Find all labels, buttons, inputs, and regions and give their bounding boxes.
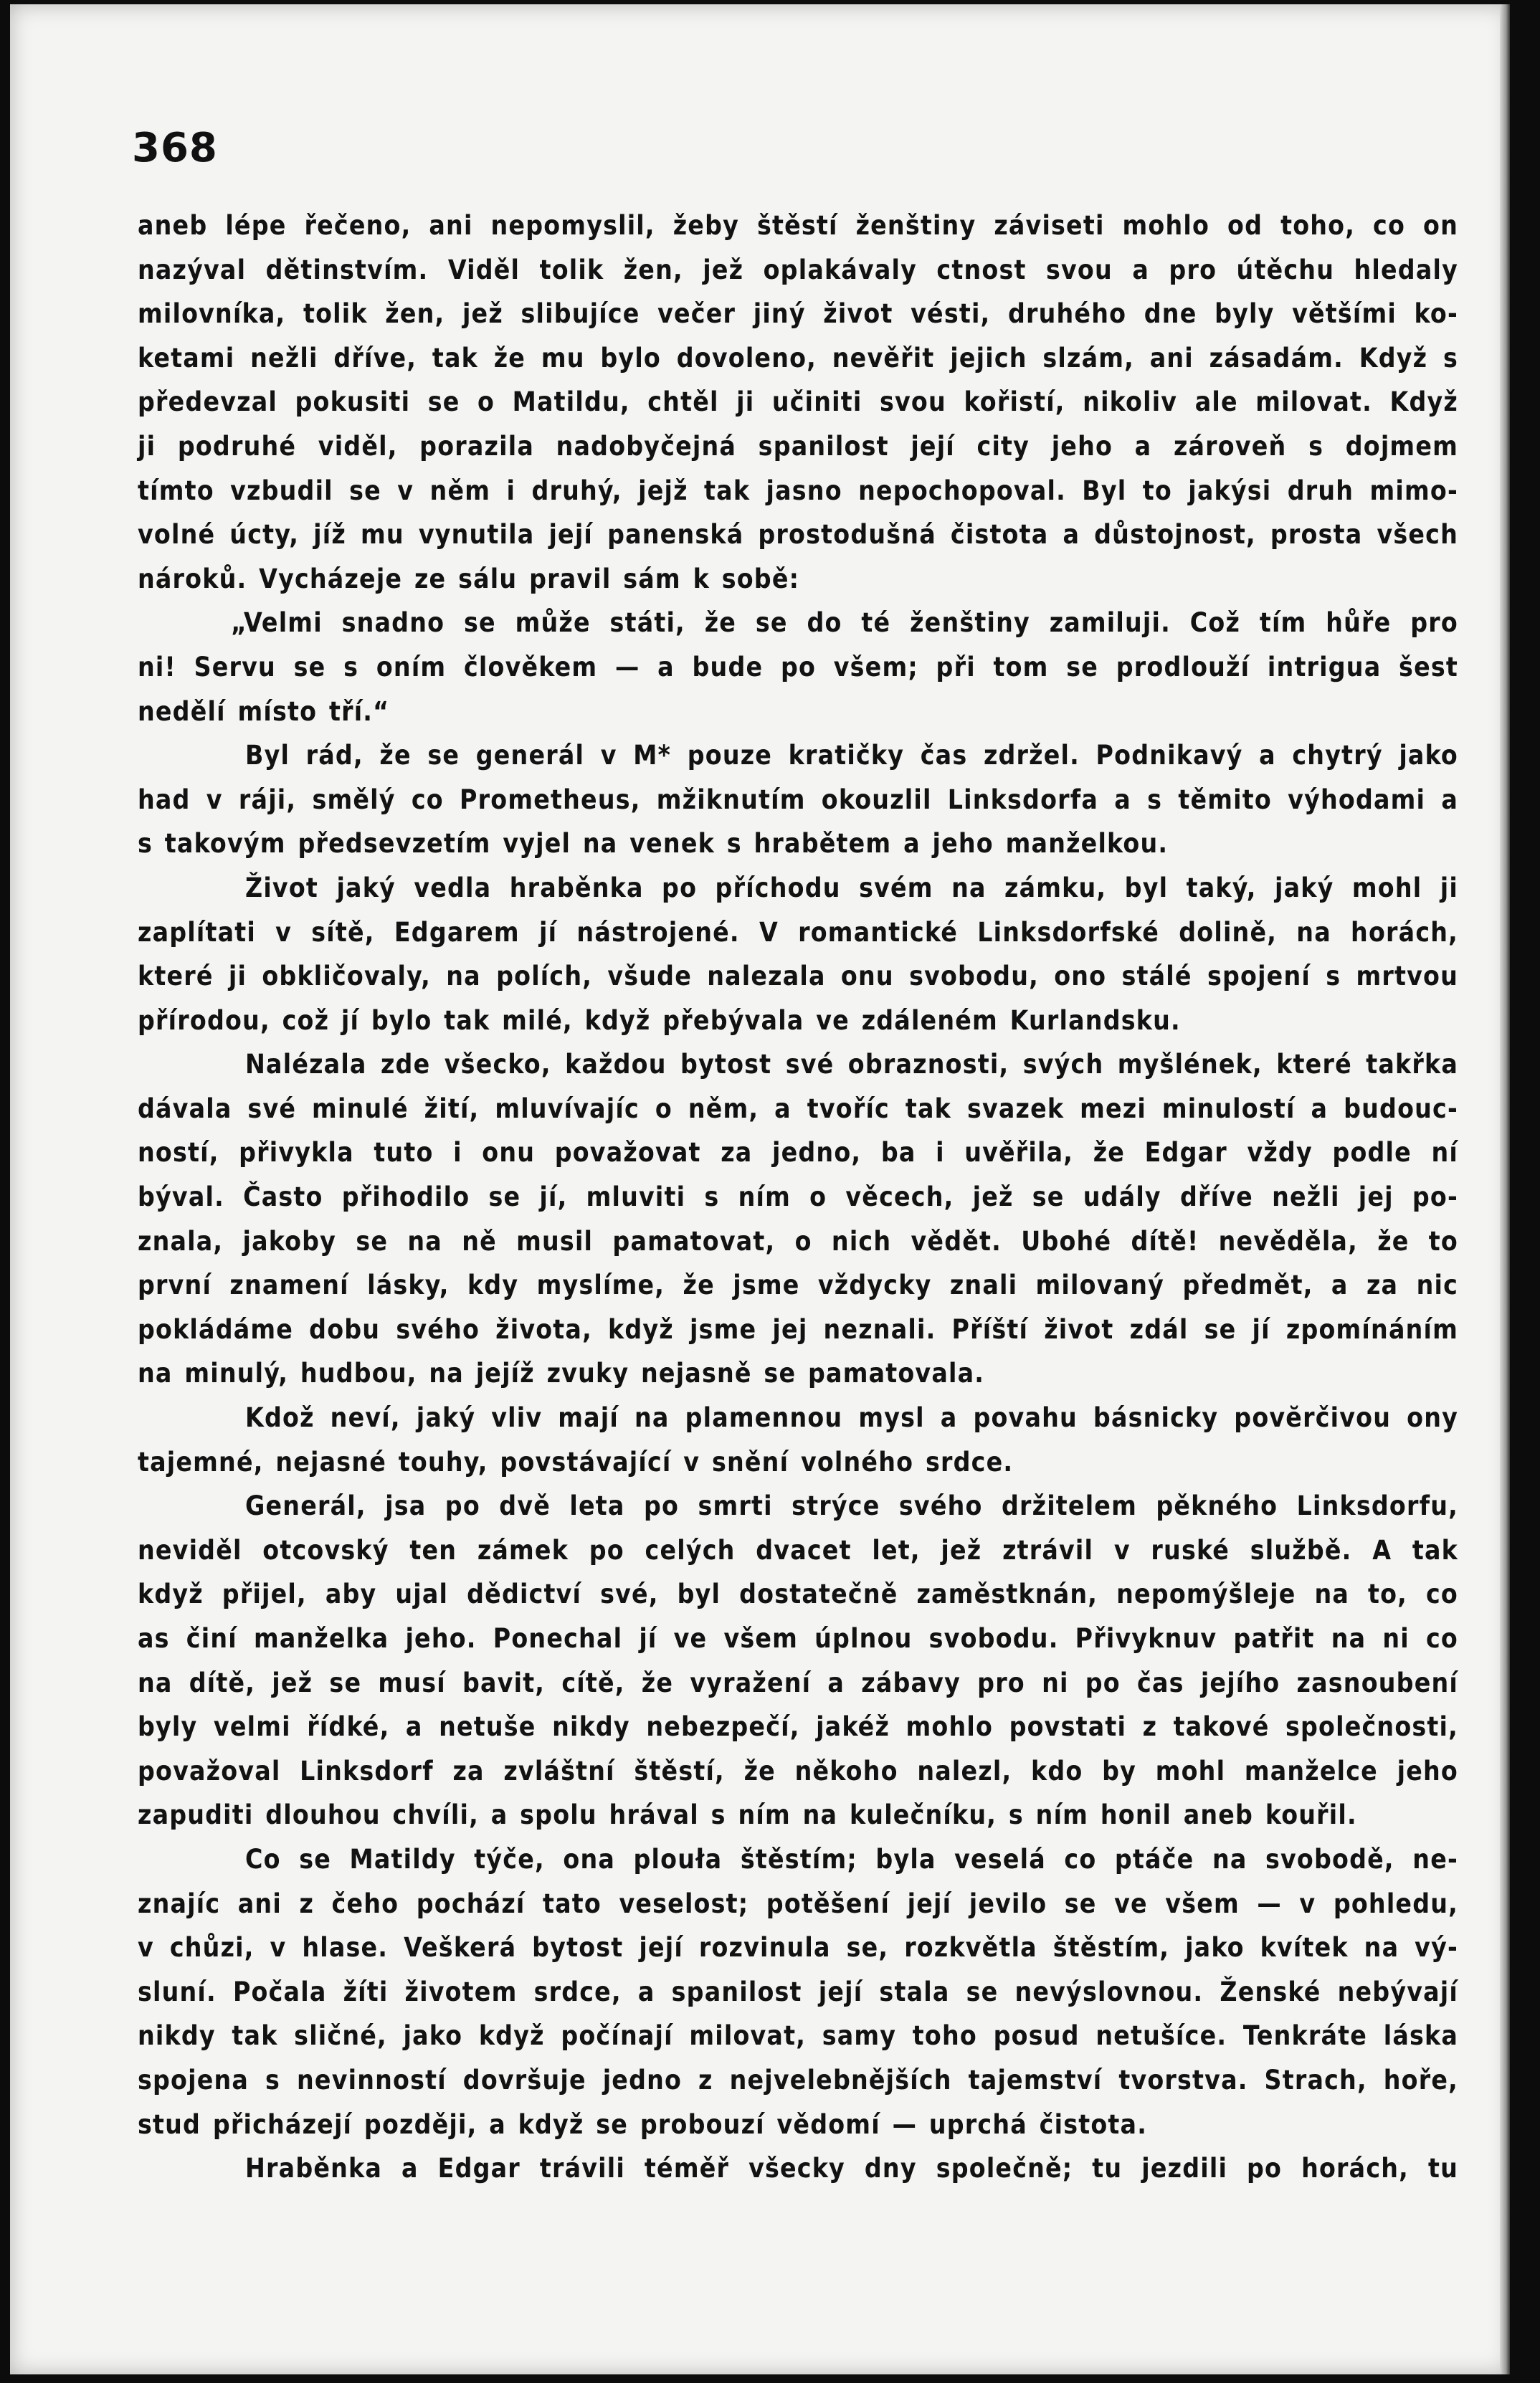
text-line: „Velmi snadno se může státi, že se do té ženštiny zamiluji. Což tím hůře pro [231, 607, 1458, 639]
text-line: Byl rád, že se generál v M* pouze kratičky čas zdržel. Podnikavý a chytrý jako [245, 740, 1458, 771]
text-line: neviděl otcovský ten zámek po celých dvacet let, jež ztrávil v ruské službě. A tak [138, 1534, 1458, 1566]
text-line: nedělí místo tří.“ [138, 695, 390, 727]
text-line: když přijel, aby ujal dědictví své, byl dostatečně zaměstknán, nepomýšleje na to, co [138, 1579, 1458, 1610]
text-line: Život jaký vedla hraběnka po příchodu svém na zámku, byl taký, jaký mohl ji [245, 872, 1458, 903]
text-line: byly velmi řídké, a netuše nikdy nebezpečí, jakéž mohlo povstati z takové společnosti, [138, 1711, 1458, 1743]
text-line: volné úcty, jíž mu vynutila její panenská prostodušná čistota a důstojnost, prosta všech [138, 519, 1458, 551]
body-text [138, 204, 1458, 2191]
text-line: stud přicházejí později, a když se probouzí vědomí — uprchá čistota. [138, 2108, 1148, 2140]
text-line: ketami nežli dříve, tak že mu bylo dovoleno, nevěřit jejich slzám, ani zásadám. Když s [138, 342, 1458, 374]
text-line: nároků. Vycházeje ze sálu pravil sám k sobě: [138, 563, 800, 594]
text-line: ni! Servu se s oním člověkem — a bude po všem; při tom se prodlouží intrigua šest [138, 651, 1458, 682]
text-line: znajíc ani z čeho pochází tato veselost; potěšení její jevilo se ve všem — v pohledu, [138, 1888, 1458, 1919]
text-line: býval. Často přihodilo se jí, mluviti s ním o věcech, jež se udály dříve nežli jej po- [138, 1181, 1458, 1213]
text-line: spojena s nevinností dovršuje jedno z nejvelebnějších tajemství tvorstva. Strach, hoře, [138, 2064, 1458, 2096]
text-line: dávala své minulé žití, mluvívajíc o něm, a tvoříc tak svazek mezi minulostí a budouc- [138, 1093, 1458, 1124]
text-line: první znamení lásky, kdy myslíme, že jsme vždycky znali milovaný předmět, a za nic [138, 1270, 1458, 1301]
text-line: had v ráji, smělý co Prometheus, mžiknutím okouzlil Linksdorfa a s těmito výhodami a [138, 784, 1458, 815]
text-line: zaplítati v sítě, Edgarem jí nástrojené. V romantické Linksdorfské dolině, na horách, [138, 916, 1458, 948]
text-line: na minulý, hudbou, na jejíž zvuky nejasně se pamatovala. [138, 1358, 985, 1389]
text-line: které ji obkličovaly, na polích, všude nalezala onu svobodu, ono stálé spojení s mrtvou [138, 961, 1458, 992]
text-line: v chůzi, v hlase. Veškerá bytost její rozvinula se, rozkvětla štěstím, jako kvítek na vý- [138, 1932, 1458, 1964]
text-line: nazýval dětinstvím. Viděl tolik žen, jež oplakávaly ctnost svou a pro útěchu hledaly [138, 254, 1458, 285]
text-line: Co se Matildy týče, ona plouła štěstím; byla veselá co ptáče na svobodě, ne- [245, 1843, 1458, 1875]
book-page [10, 4, 1510, 2374]
text-line: zapuditi dlouhou chvíli, a spolu hrával s ním na kulečníku, s ním honil aneb kouřil. [138, 1799, 1357, 1831]
text-line: znala, jakoby se na ně musil pamatovat, o nich vědět. Ubohé dítě! nevěděla, že to [138, 1225, 1458, 1257]
text-line: považoval Linksdorf za zvláštní štěstí, že někoho nalezl, kdo by mohl manželce jeho [138, 1755, 1458, 1787]
text-line: nikdy tak sličné, jako když počínají milovat, samy toho posud netušíce. Tenkráte láska [138, 2020, 1458, 2052]
text-line: Nalézala zde všecko, každou bytost své obraznosti, svých myšlének, které takřka [245, 1049, 1458, 1080]
text-line: aneb lépe řečeno, ani nepomyslil, žeby štěstí ženštiny záviseti mohlo od toho, co on [138, 210, 1458, 241]
text-line: tajemné, nejasné touhy, povstávající v snění volného srdce. [138, 1446, 1014, 1478]
text-line: pokládáme dobu svého života, když jsme jej neznali. Příští život zdál se jí zpomínáním [138, 1313, 1458, 1345]
text-line: sluní. Počala žíti životem srdce, a spanilost její stala se nevýslovnou. Ženské nebývají [138, 1976, 1458, 2007]
text-line: s takovým předsevzetím vyjel na venek s hrabětem a jeho manželkou. [138, 828, 1169, 860]
text-line: přírodou, což jí bylo tak milé, když přebývala ve zdáleném Kurlandsku. [138, 1004, 1181, 1036]
text-line: předevzal pokusiti se o Matildu, chtěl ji učiniti svou kořistí, nikoliv ale milovat. Když [138, 386, 1458, 418]
text-line: ji podruhé viděl, porazila nadobyčejná spanilost její city jeho a zároveň s dojmem [138, 430, 1458, 462]
page-edge [1500, 4, 1510, 2374]
text-line: as činí manželka jeho. Ponechal jí ve všem úplnou svobodu. Přivyknuv patřit na ni co [138, 1623, 1458, 1654]
text-line: Kdož neví, jaký vliv mají na plamennou mysl a povahu básnicky povĕrčivou ony [245, 1402, 1458, 1434]
page-number: 368 [132, 125, 218, 171]
text-line: ností, přivykla tuto i onu považovat za jedno, ba i uvěřila, že Edgar vždy podle ní [138, 1137, 1458, 1169]
text-line: Generál, jsa po dvě leta po smrti strýce svého držitelem pěkného Linksdorfu, [245, 1490, 1458, 1522]
text-line: milovníka, tolik žen, jež slibujíce večer jiný život vésti, druhého dne byly většími ko- [138, 298, 1458, 330]
text-line: tímto vzbudil se v něm i druhý, jejž tak jasno nepochopoval. Byl to jakýsi druh mimo- [138, 475, 1458, 506]
text-line: na dítě, jež se musí bavit, cítě, že vyražení a zábavy pro ni po čas jejího zasnoubení [138, 1667, 1458, 1698]
text-line: Hraběnka a Edgar trávili téměř všecky dny společně; tu jezdili po horách, tu [245, 2153, 1458, 2184]
